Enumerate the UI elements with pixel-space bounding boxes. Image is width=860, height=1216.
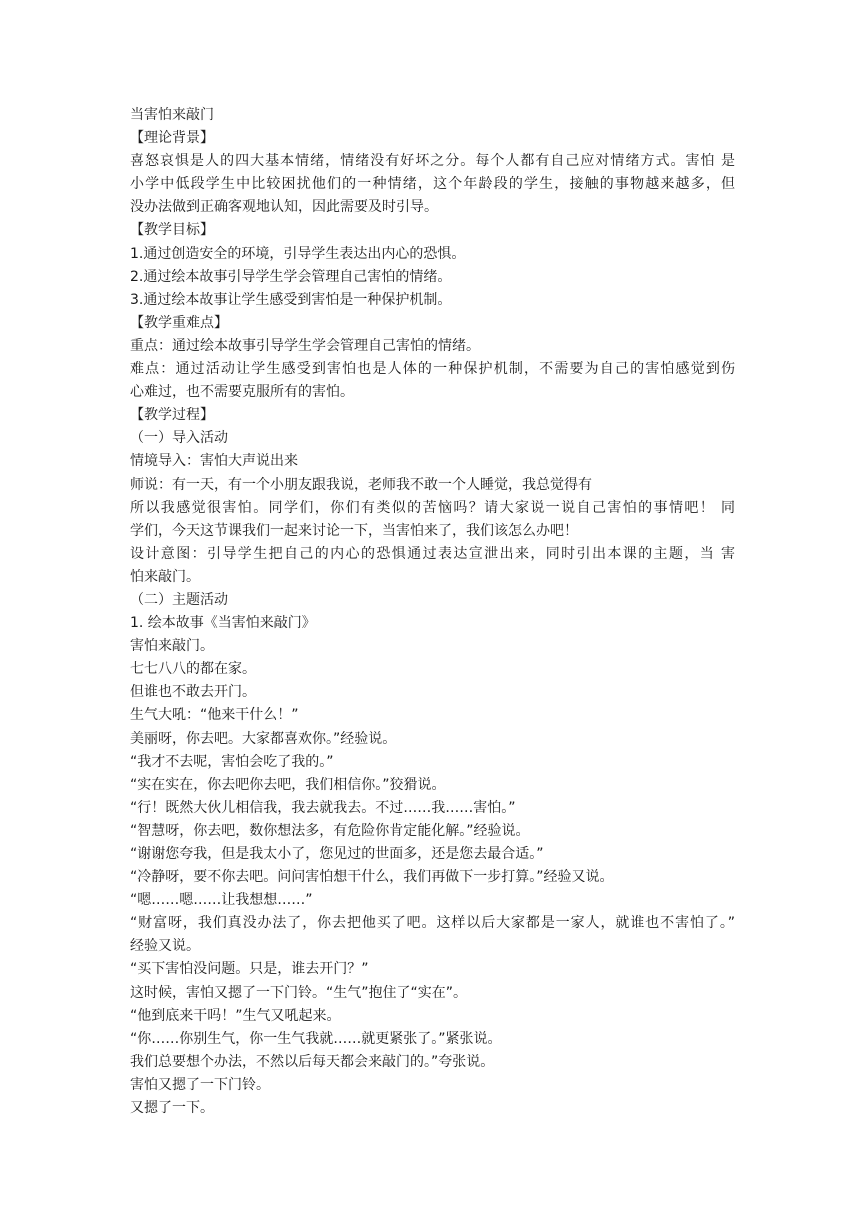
paragraph-line: 重点：通过绘本故事引导学生学会管理自己害怕的情绪。 [130, 337, 480, 354]
story-line: “财富呀，我们真没办法了，你去把他买了吧。这样以后大家都是一家人，就谁也不害怕了。” [130, 915, 735, 932]
story-title: 1. 绘本故事《当害怕来敲门》 [130, 615, 316, 632]
section-heading: 【理论背景】 [130, 130, 214, 147]
story-line: “你……你别生气，你一生气我就……就更紧张了。”紧张说。 [130, 1030, 502, 1047]
story-line: 这时候，害怕又摁了一下门铃。“生气”抱住了“实在”。 [130, 984, 468, 1001]
subsection-heading: （二）主题活动 [130, 591, 228, 608]
paragraph-line: 心难过，也不需要克服所有的害怕。 [130, 384, 354, 401]
paragraph-line: 喜怒哀惧是人的四大基本情绪，情绪没有好坏之分。每个人都有自己应对情绪方式。害怕 是 [130, 153, 735, 170]
list-item: 3.通过绘本故事让学生感受到害怕是一种保护机制。 [130, 291, 452, 308]
paragraph-line: 小学中低段学生中比较困扰他们的一种情绪，这个年龄段的学生，接触的事物越来越多，但 [130, 176, 735, 193]
story-line: 七七八八的都在家。 [130, 661, 256, 678]
paragraph-line: 难点：通过活动让学生感受到害怕也是人体的一种保护机制，不需要为自己的害怕感觉到伤 [130, 361, 735, 378]
story-line: “实在实在，你去吧你去吧，我们相信你。”狡猾说。 [130, 776, 446, 793]
story-line: 生气大吼：“他来干什么！” [130, 707, 299, 724]
story-line: “行！既然大伙儿相信我，我去就我去。不过……我……害怕。” [130, 799, 516, 816]
story-line: 经验又说。 [130, 938, 200, 955]
story-line: “智慧呀，你去吧，数你想法多，有危险你肯定能化解。”经验说。 [130, 822, 530, 839]
paragraph-line: 怕来敲门。 [130, 568, 200, 585]
paragraph-line: 所以我感觉很害怕。同学们，你们有类似的苦恼吗？请大家说一说自己害怕的事情吧！ 同 [130, 499, 735, 516]
story-line: 又摁了一下。 [130, 1100, 214, 1117]
list-item: 1.通过创造安全的环境，引导学生表达出内心的恐惧。 [130, 245, 466, 262]
story-line: 害怕又摁了一下门铃。 [130, 1076, 270, 1093]
document-page [130, 104, 735, 1120]
section-heading: 【教学目标】 [130, 222, 214, 239]
story-line: 害怕来敲门。 [130, 638, 214, 655]
story-line: “谢谢您夸我，但是我太小了，您见过的世面多，还是您去最合适。” [130, 846, 544, 862]
paragraph-line: 情境导入：害怕大声说出来 [130, 453, 298, 470]
list-item: 2.通过绘本故事引导学生学会管理自己害怕的情绪。 [130, 268, 452, 285]
story-line: 我们总要想个办法，不然以后每天都会来敲门的。”夸张说。 [130, 1053, 495, 1070]
subsection-heading: （一）导入活动 [130, 430, 228, 447]
story-line: 美丽呀，你去吧。大家都喜欢你。”经验说。 [130, 730, 397, 747]
section-heading: 【教学过程】 [130, 407, 214, 424]
story-line: “他到底来干吗！”生气又吼起来。 [130, 1007, 341, 1024]
document-title: 当害怕来敲门 [130, 107, 214, 123]
story-line: 但谁也不敢去开门。 [130, 684, 256, 701]
story-line: “冷静呀，要不你去吧。问问害怕想干什么，我们再做下一步打算。”经验又说。 [130, 869, 614, 886]
section-heading: 【教学重难点】 [130, 314, 228, 331]
paragraph-line: 师说：有一天，有一个小朋友跟我说，老师我不敢一个人睡觉，我总觉得有 [130, 476, 592, 493]
story-line: “买下害怕没问题。只是，谁去开门？” [130, 961, 369, 978]
paragraph-line: 学们，今天这节课我们一起来讨论一下，当害怕来了，我们该怎么办吧！ [130, 522, 578, 539]
story-line: “嗯……嗯……让我想想……” [130, 892, 313, 909]
paragraph-line: 设计意图：引导学生把自己的内心的恐惧通过表达宣泄出来，同时引出本课的主题，当 害 [130, 545, 735, 562]
story-line: “我才不去呢，害怕会吃了我的。” [130, 753, 334, 770]
paragraph-line: 没办法做到正确客观地认知，因此需要及时引导。 [130, 199, 438, 216]
